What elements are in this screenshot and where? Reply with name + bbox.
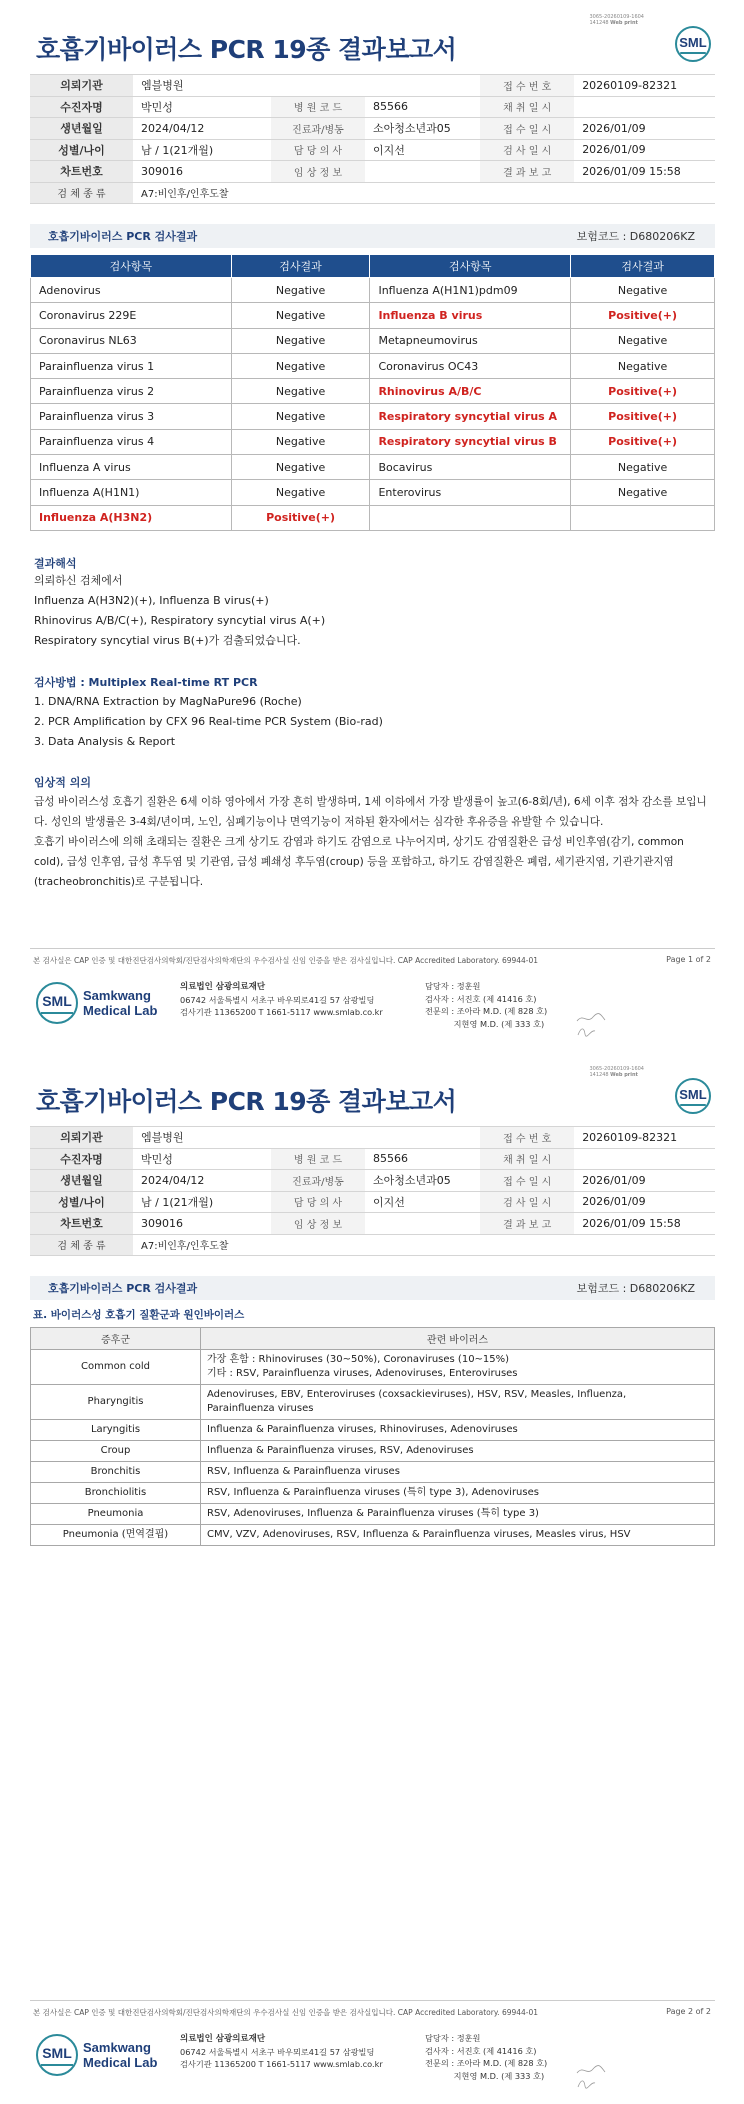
test-name-cell — [370, 303, 571, 328]
test-name: Coronavirus NL63 — [39, 334, 137, 348]
patient-name-value: 박민성 — [133, 96, 271, 118]
logo-name: Samkwang — [83, 2040, 151, 2055]
clinical-info-value — [365, 1213, 480, 1235]
test-date-value: 2026/01/09 — [574, 1191, 715, 1213]
test-result: Negative — [617, 334, 668, 348]
test-result-cell — [571, 455, 715, 480]
related-viruses — [201, 1525, 715, 1546]
syndrome-name: Pneumonia (면역결핍) — [31, 1525, 201, 1546]
test-result-cell — [571, 328, 715, 353]
test-result: Positive(+) — [608, 435, 678, 449]
related-viruses — [201, 1420, 715, 1441]
test-date-value: 2026/01/09 — [574, 139, 715, 161]
sml-logo-icon — [36, 2034, 78, 2076]
section-title: 호흡기바이러스 PCR 검사결과 — [48, 1282, 198, 1295]
stamp-tag: Web print — [610, 1072, 638, 1078]
receipt-no-label: 접 수 번 호 — [480, 1127, 574, 1149]
test-name-cell — [31, 328, 232, 353]
test-result: Negative — [275, 486, 326, 500]
logo-text: SML — [679, 34, 707, 50]
footer-logo — [36, 2034, 157, 2076]
interpretation-text — [34, 571, 325, 651]
doctor-value: 이지선 — [365, 139, 480, 161]
test-result-cell — [571, 505, 715, 530]
footer-accreditation: 본 검사실은 CAP 인증 및 대한진단검사의학회/진단검사의학재단의 우수검사실 신임 인증을 받은 검사실입니다. CAP Accredited Laboratory. 69944-01 — [33, 956, 539, 965]
test-name: Bocavirus — [378, 460, 433, 474]
report-page-2 — [0, 1052, 744, 2104]
doctor-label: 담 당 의 사 — [271, 139, 365, 161]
syndrome-row — [31, 1385, 715, 1420]
related-viruses — [201, 1483, 715, 1504]
print-stamp — [589, 14, 644, 26]
test-result: Negative — [275, 460, 326, 474]
signature-icon — [575, 2064, 607, 2076]
virus-line: 가장 흔함 : Rhinoviruses (30~50%), Coronaviruses (10~15%) — [207, 1354, 510, 1365]
birth-value: 2024/04/12 — [133, 1170, 271, 1192]
test-name-cell — [370, 404, 571, 429]
footer-divider — [30, 948, 715, 949]
specimen-value: A7:비인후/인후도찰 — [133, 1234, 715, 1256]
institution-value: 엠블병원 — [133, 1127, 480, 1149]
hospital-code-value: 85566 — [365, 96, 480, 118]
related-viruses — [201, 1504, 715, 1525]
test-name-cell — [370, 278, 571, 303]
doctor-label: 담 당 의 사 — [271, 1191, 365, 1213]
patient-name-label: 수진자명 — [30, 96, 133, 118]
org-name: 의료법인 삼광의료재단 — [180, 982, 266, 992]
chart-no-label: 차트번호 — [30, 1213, 133, 1235]
test-result-cell — [571, 404, 715, 429]
doctor-value: 이지선 — [365, 1191, 480, 1213]
page-number: Page 2 of 2 — [666, 2007, 711, 2016]
test-result-cell — [571, 379, 715, 404]
syndrome-name: Bronchitis — [31, 1462, 201, 1483]
chart-no-label: 차트번호 — [30, 161, 133, 183]
signature-icon — [575, 2077, 597, 2089]
result-row — [31, 353, 715, 378]
received-value: 2026/01/09 — [574, 1170, 715, 1192]
test-name-cell — [370, 480, 571, 505]
col-header-item: 검사항목 — [370, 255, 571, 278]
test-result: Positive(+) — [608, 308, 678, 322]
syndrome-name: Common cold — [31, 1350, 201, 1385]
test-result: Negative — [617, 486, 668, 500]
institution-label: 의뢰기관 — [30, 1127, 133, 1149]
staff-line: 담당자 : 정훈원 — [425, 981, 481, 991]
syndrome-name: Pharyngitis — [31, 1385, 201, 1420]
receipt-no-value: 20260109-82321 — [574, 75, 715, 97]
test-name: Parainfluenza virus 2 — [39, 384, 155, 398]
logo-text: SML — [42, 993, 72, 1009]
org-contact: 검사기관 11365200 T 1661-5117 www.smlab.co.kr — [180, 1007, 383, 1017]
sml-logo-icon — [675, 26, 711, 62]
report-date-value: 2026/01/09 15:58 — [574, 1213, 715, 1235]
result-section-header — [30, 224, 715, 248]
department-label: 진료과/병동 — [271, 118, 365, 140]
test-name: Parainfluenza virus 1 — [39, 359, 155, 373]
virus-line: Parainfluenza viruses — [207, 1403, 314, 1414]
syndrome-row — [31, 1441, 715, 1462]
sml-logo-icon — [675, 1078, 711, 1114]
test-name: Coronavirus OC43 — [378, 359, 479, 373]
collect-date-label: 채 취 일 시 — [480, 96, 574, 118]
specimen-value: A7:비인후/인후도찰 — [133, 182, 715, 204]
test-result-cell — [231, 379, 370, 404]
patient-info-table — [30, 74, 715, 204]
footer-staff — [425, 980, 547, 1030]
birth-value: 2024/04/12 — [133, 118, 271, 140]
staff-line: 검사자 : 서진호 (제 41416 호) — [425, 993, 537, 1004]
test-result: Negative — [617, 460, 668, 474]
related-viruses — [201, 1385, 715, 1420]
department-label: 진료과/병동 — [271, 1170, 365, 1192]
staff-line: 지현영 M.D. (제 333 호) — [425, 2070, 545, 2081]
stamp-tag: Web print — [610, 20, 638, 26]
chart-no-value: 309016 — [133, 161, 271, 183]
test-result: Negative — [275, 359, 326, 373]
interpretation-line: Rhinovirus A/B/C(+), Respiratory syncytial virus A(+) — [34, 614, 326, 627]
stamp-time: 141248 — [589, 1072, 609, 1078]
test-name-cell — [31, 404, 232, 429]
test-name-cell — [370, 379, 571, 404]
result-row — [31, 455, 715, 480]
footer-logo — [36, 982, 157, 1024]
report-date-value: 2026/01/09 15:58 — [574, 161, 715, 183]
test-name-cell — [370, 505, 571, 530]
birth-label: 생년월일 — [30, 118, 133, 140]
institution-value: 엠블병원 — [133, 75, 480, 97]
received-label: 접 수 일 시 — [480, 1170, 574, 1192]
sex-age-value: 남 / 1(21개월) — [133, 139, 271, 161]
collect-date-label: 채 취 일 시 — [480, 1148, 574, 1170]
test-name: Influenza A(H3N2) — [39, 511, 153, 525]
signature-icon — [575, 1025, 597, 1037]
test-result-cell — [231, 303, 370, 328]
hospital-code-label: 병 원 코 드 — [271, 96, 365, 118]
page-number: Page 1 of 2 — [666, 955, 711, 964]
report-date-label: 결 과 보 고 — [480, 1213, 574, 1235]
test-result: Positive(+) — [608, 384, 678, 398]
org-address: 06742 서울특별시 서초구 바우뫼로41길 57 삼광빌딩 — [180, 994, 375, 1005]
syndrome-row — [31, 1420, 715, 1441]
test-name: Influenza B virus — [378, 308, 483, 322]
syndrome-name: Bronchiolitis — [31, 1483, 201, 1504]
test-result-cell — [231, 505, 370, 530]
sex-age-value: 남 / 1(21개월) — [133, 1191, 271, 1213]
test-result-cell — [231, 455, 370, 480]
virus-table-caption: 표. 바이러스성 호흡기 질환군과 원인바이러스 — [33, 1309, 245, 1321]
result-row — [31, 505, 715, 530]
syndrome-row — [31, 1525, 715, 1546]
logo-name: Samkwang — [83, 988, 151, 1003]
syndrome-row — [31, 1462, 715, 1483]
syndrome-row — [31, 1483, 715, 1504]
test-result-cell — [231, 429, 370, 454]
virus-line: Influenza & Parainfluenza viruses, RSV, Adenoviruses — [207, 1445, 474, 1456]
test-result-cell — [231, 404, 370, 429]
stamp-id: 3065-20260109-1604 — [589, 1066, 644, 1072]
col-header-syndrome: 증후군 — [31, 1328, 201, 1350]
result-row — [31, 379, 715, 404]
clinical-info-label: 임 상 정 보 — [271, 1213, 365, 1235]
test-date-label: 검 사 일 시 — [480, 139, 574, 161]
staff-line: 지현영 M.D. (제 333 호) — [425, 1018, 545, 1029]
footer-address — [180, 2032, 383, 2071]
footer-staff — [425, 2032, 547, 2082]
test-result: Positive(+) — [608, 410, 678, 424]
staff-line: 전문의 : 조아라 M.D. (제 828 호) — [425, 2058, 548, 2068]
institution-label: 의뢰기관 — [30, 75, 133, 97]
col-header-result: 검사결과 — [231, 255, 370, 278]
test-name-cell — [31, 303, 232, 328]
test-name-cell — [31, 480, 232, 505]
interpretation-line: Influenza A(H3N2)(+), Influenza B virus(+) — [34, 594, 269, 607]
insurance-code: 보험코드 : D680206KZ — [576, 230, 695, 243]
virus-line: CMV, VZV, Adenoviruses, RSV, Influenza & Parainfluenza viruses, Measles virus, HSV — [207, 1529, 631, 1540]
test-name: Rhinovirus A/B/C — [378, 384, 482, 398]
syndrome-row — [31, 1504, 715, 1525]
method-line: 2. PCR Amplification by CFX 96 Real-time PCR System (Bio-rad) — [34, 715, 383, 728]
method-heading: 검사방법 : Multiplex Real-time RT PCR — [34, 676, 258, 689]
virus-line: Adenoviruses, EBV, Enteroviruses (coxsackieviruses), HSV, RSV, Measles, Influenza, — [207, 1389, 627, 1400]
specimen-label: 검 체 종 류 — [30, 182, 133, 204]
test-result-cell — [571, 353, 715, 378]
test-result: Negative — [275, 384, 326, 398]
result-row — [31, 278, 715, 303]
logo-name: Medical Lab — [83, 2055, 158, 2070]
interpretation-heading: 결과해석 — [34, 557, 77, 570]
test-name-cell — [31, 379, 232, 404]
related-viruses — [201, 1441, 715, 1462]
clinical-info-value — [365, 161, 480, 183]
test-name-cell — [31, 455, 232, 480]
test-name: Respiratory syncytial virus A — [378, 410, 558, 424]
test-result-cell — [231, 353, 370, 378]
test-result: Negative — [275, 283, 326, 297]
test-result-cell — [231, 328, 370, 353]
result-row — [31, 328, 715, 353]
section-title: 호흡기바이러스 PCR 검사결과 — [48, 230, 198, 243]
method-line: 1. DNA/RNA Extraction by MagNaPure96 (Roche) — [34, 695, 302, 708]
sex-age-label: 성별/나이 — [30, 139, 133, 161]
syndrome-row — [31, 1350, 715, 1385]
report-date-label: 결 과 보 고 — [480, 161, 574, 183]
test-name-cell — [31, 278, 232, 303]
page-title: 호흡기바이러스 PCR 19종 결과보고서 — [36, 1087, 457, 1116]
virus-line: RSV, Influenza & Parainfluenza viruses (특히 type 3), Adenoviruses — [207, 1487, 539, 1498]
test-result: Negative — [275, 334, 326, 348]
test-name-cell — [31, 429, 232, 454]
staff-line: 담당자 : 정훈원 — [425, 2033, 481, 2043]
receipt-no-label: 접 수 번 호 — [480, 75, 574, 97]
collect-date-value — [574, 1148, 715, 1170]
col-header-viruses: 관련 바이러스 — [201, 1328, 715, 1350]
test-name: Metapneumovirus — [378, 334, 478, 348]
test-result: Negative — [275, 410, 326, 424]
patient-info-table — [30, 1126, 715, 1256]
test-name: Influenza A(H1N1) — [39, 486, 140, 500]
test-name-cell — [370, 353, 571, 378]
org-address: 06742 서울특별시 서초구 바우뫼로41길 57 삼광빌딩 — [180, 2046, 375, 2057]
org-name: 의료법인 삼광의료재단 — [180, 2034, 266, 2044]
test-result-cell — [571, 303, 715, 328]
method-text — [34, 692, 383, 752]
clinical-meaning-heading: 임상적 의의 — [34, 776, 91, 789]
print-stamp — [589, 1066, 644, 1078]
test-result: Positive(+) — [266, 511, 335, 525]
virus-line: Influenza & Parainfluenza viruses, Rhinoviruses, Adenoviruses — [207, 1424, 518, 1435]
syndrome-name: Croup — [31, 1441, 201, 1462]
test-name-cell — [31, 353, 232, 378]
test-result-cell — [571, 278, 715, 303]
clinical-meaning-p2: 호흡기 바이러스에 의해 초래되는 질환은 크게 상기도 감염과 하기도 감염으로 나누어지며, 상기도 감염질환은 급성 비인후염(감기, common cold), 급성 인후염, 급성 후두염 및 기관염, 급성 폐쇄성 후두염(croup) 등을 포함하고, 하기도 감염질환은 폐렴, 세기관지염, 기관기관지염(tracheobronchitis)로 구분됩니다. — [34, 836, 684, 888]
logo-text: SML — [42, 2045, 72, 2061]
footer-accreditation: 본 검사실은 CAP 인증 및 대한진단검사의학회/진단검사의학재단의 우수검사실 신임 인증을 받은 검사실입니다. CAP Accredited Laboratory. 69944-01 — [33, 2008, 539, 2017]
test-name-cell — [370, 455, 571, 480]
test-result-cell — [231, 278, 370, 303]
test-name: Influenza A(H1N1)pdm09 — [378, 283, 518, 297]
test-result: Negative — [275, 435, 326, 449]
test-result: Negative — [617, 359, 668, 373]
patient-name-label: 수진자명 — [30, 1148, 133, 1170]
test-date-label: 검 사 일 시 — [480, 1191, 574, 1213]
received-value: 2026/01/09 — [574, 118, 715, 140]
test-result: Negative — [617, 283, 668, 297]
col-header-result: 검사결과 — [571, 255, 715, 278]
test-result-cell — [571, 480, 715, 505]
test-name: Parainfluenza virus 3 — [39, 410, 155, 424]
test-name-cell — [31, 505, 232, 530]
result-section-header — [30, 1276, 715, 1300]
virus-line: RSV, Adenoviruses, Influenza & Parainfluenza viruses (특히 type 3) — [207, 1508, 539, 1519]
patient-name-value: 박민성 — [133, 1148, 271, 1170]
virus-syndrome-table — [30, 1327, 715, 1546]
staff-line: 전문의 : 조아라 M.D. (제 828 호) — [425, 1006, 548, 1016]
test-name: Respiratory syncytial virus B — [378, 435, 557, 449]
sex-age-label: 성별/나이 — [30, 1191, 133, 1213]
stamp-time: 141248 — [589, 20, 609, 26]
col-header-item: 검사항목 — [31, 255, 232, 278]
interpretation-line: 의뢰하신 검체에서 — [34, 574, 123, 587]
syndrome-name: Pneumonia — [31, 1504, 201, 1525]
virus-line: 기타 : RSV, Parainfluenza viruses, Adenoviruses, Enteroviruses — [207, 1368, 518, 1379]
related-viruses — [201, 1462, 715, 1483]
org-contact: 검사기관 11365200 T 1661-5117 www.smlab.co.kr — [180, 2059, 383, 2069]
test-name: Coronavirus 229E — [39, 308, 137, 322]
interpretation-line: Respiratory syncytial virus B(+)가 검출되었습니다. — [34, 634, 301, 647]
test-name-cell — [370, 328, 571, 353]
test-result-cell — [231, 480, 370, 505]
result-row — [31, 404, 715, 429]
logo-text: SML — [679, 1086, 707, 1102]
clinical-info-label: 임 상 정 보 — [271, 161, 365, 183]
test-name: Influenza A virus — [39, 460, 131, 474]
sml-logo-icon — [36, 982, 78, 1024]
footer-divider — [30, 2000, 715, 2001]
stamp-id: 3065-20260109-1604 — [589, 14, 644, 20]
department-value: 소아청소년과05 — [365, 118, 480, 140]
logo-name: Medical Lab — [83, 1003, 158, 1018]
result-row — [31, 480, 715, 505]
footer-address — [180, 980, 383, 1019]
receipt-no-value: 20260109-82321 — [574, 1127, 715, 1149]
result-row — [31, 303, 715, 328]
test-name: Parainfluenza virus 4 — [39, 435, 155, 449]
related-viruses — [201, 1350, 715, 1385]
received-label: 접 수 일 시 — [480, 118, 574, 140]
department-value: 소아청소년과05 — [365, 1170, 480, 1192]
test-name-cell — [370, 429, 571, 454]
test-name: Adenovirus — [39, 283, 101, 297]
signature-icon — [575, 1012, 607, 1024]
result-row — [31, 429, 715, 454]
test-result: Negative — [275, 308, 326, 322]
test-name: Enterovirus — [378, 486, 442, 500]
test-result-cell — [571, 429, 715, 454]
page-title: 호흡기바이러스 PCR 19종 결과보고서 — [36, 35, 457, 64]
staff-line: 검사자 : 서진호 (제 41416 호) — [425, 2045, 537, 2056]
birth-label: 생년월일 — [30, 1170, 133, 1192]
specimen-label: 검 체 종 류 — [30, 1234, 133, 1256]
hospital-code-label: 병 원 코 드 — [271, 1148, 365, 1170]
method-line: 3. Data Analysis & Report — [34, 735, 176, 748]
clinical-meaning-p1: 급성 바이러스성 호흡기 질환은 6세 이하 영아에서 가장 흔히 발생하며, 1세 이하에서 가장 발생률이 높고(6-8회/년), 6세 이후 점차 감소를 보입니다. 성인의 발생률은 3-4회/년이며, 노인, 심폐기능이나 면역기능이 저하된 환자에서는 심각한 후유증을 유발할 수 있습니다. — [34, 796, 707, 828]
pcr-result-table — [30, 254, 715, 531]
hospital-code-value: 85566 — [365, 1148, 480, 1170]
collect-date-value — [574, 96, 715, 118]
syndrome-name: Laryngitis — [31, 1420, 201, 1441]
insurance-code: 보험코드 : D680206KZ — [576, 1282, 695, 1295]
chart-no-value: 309016 — [133, 1213, 271, 1235]
virus-line: RSV, Influenza & Parainfluenza viruses — [207, 1466, 400, 1477]
